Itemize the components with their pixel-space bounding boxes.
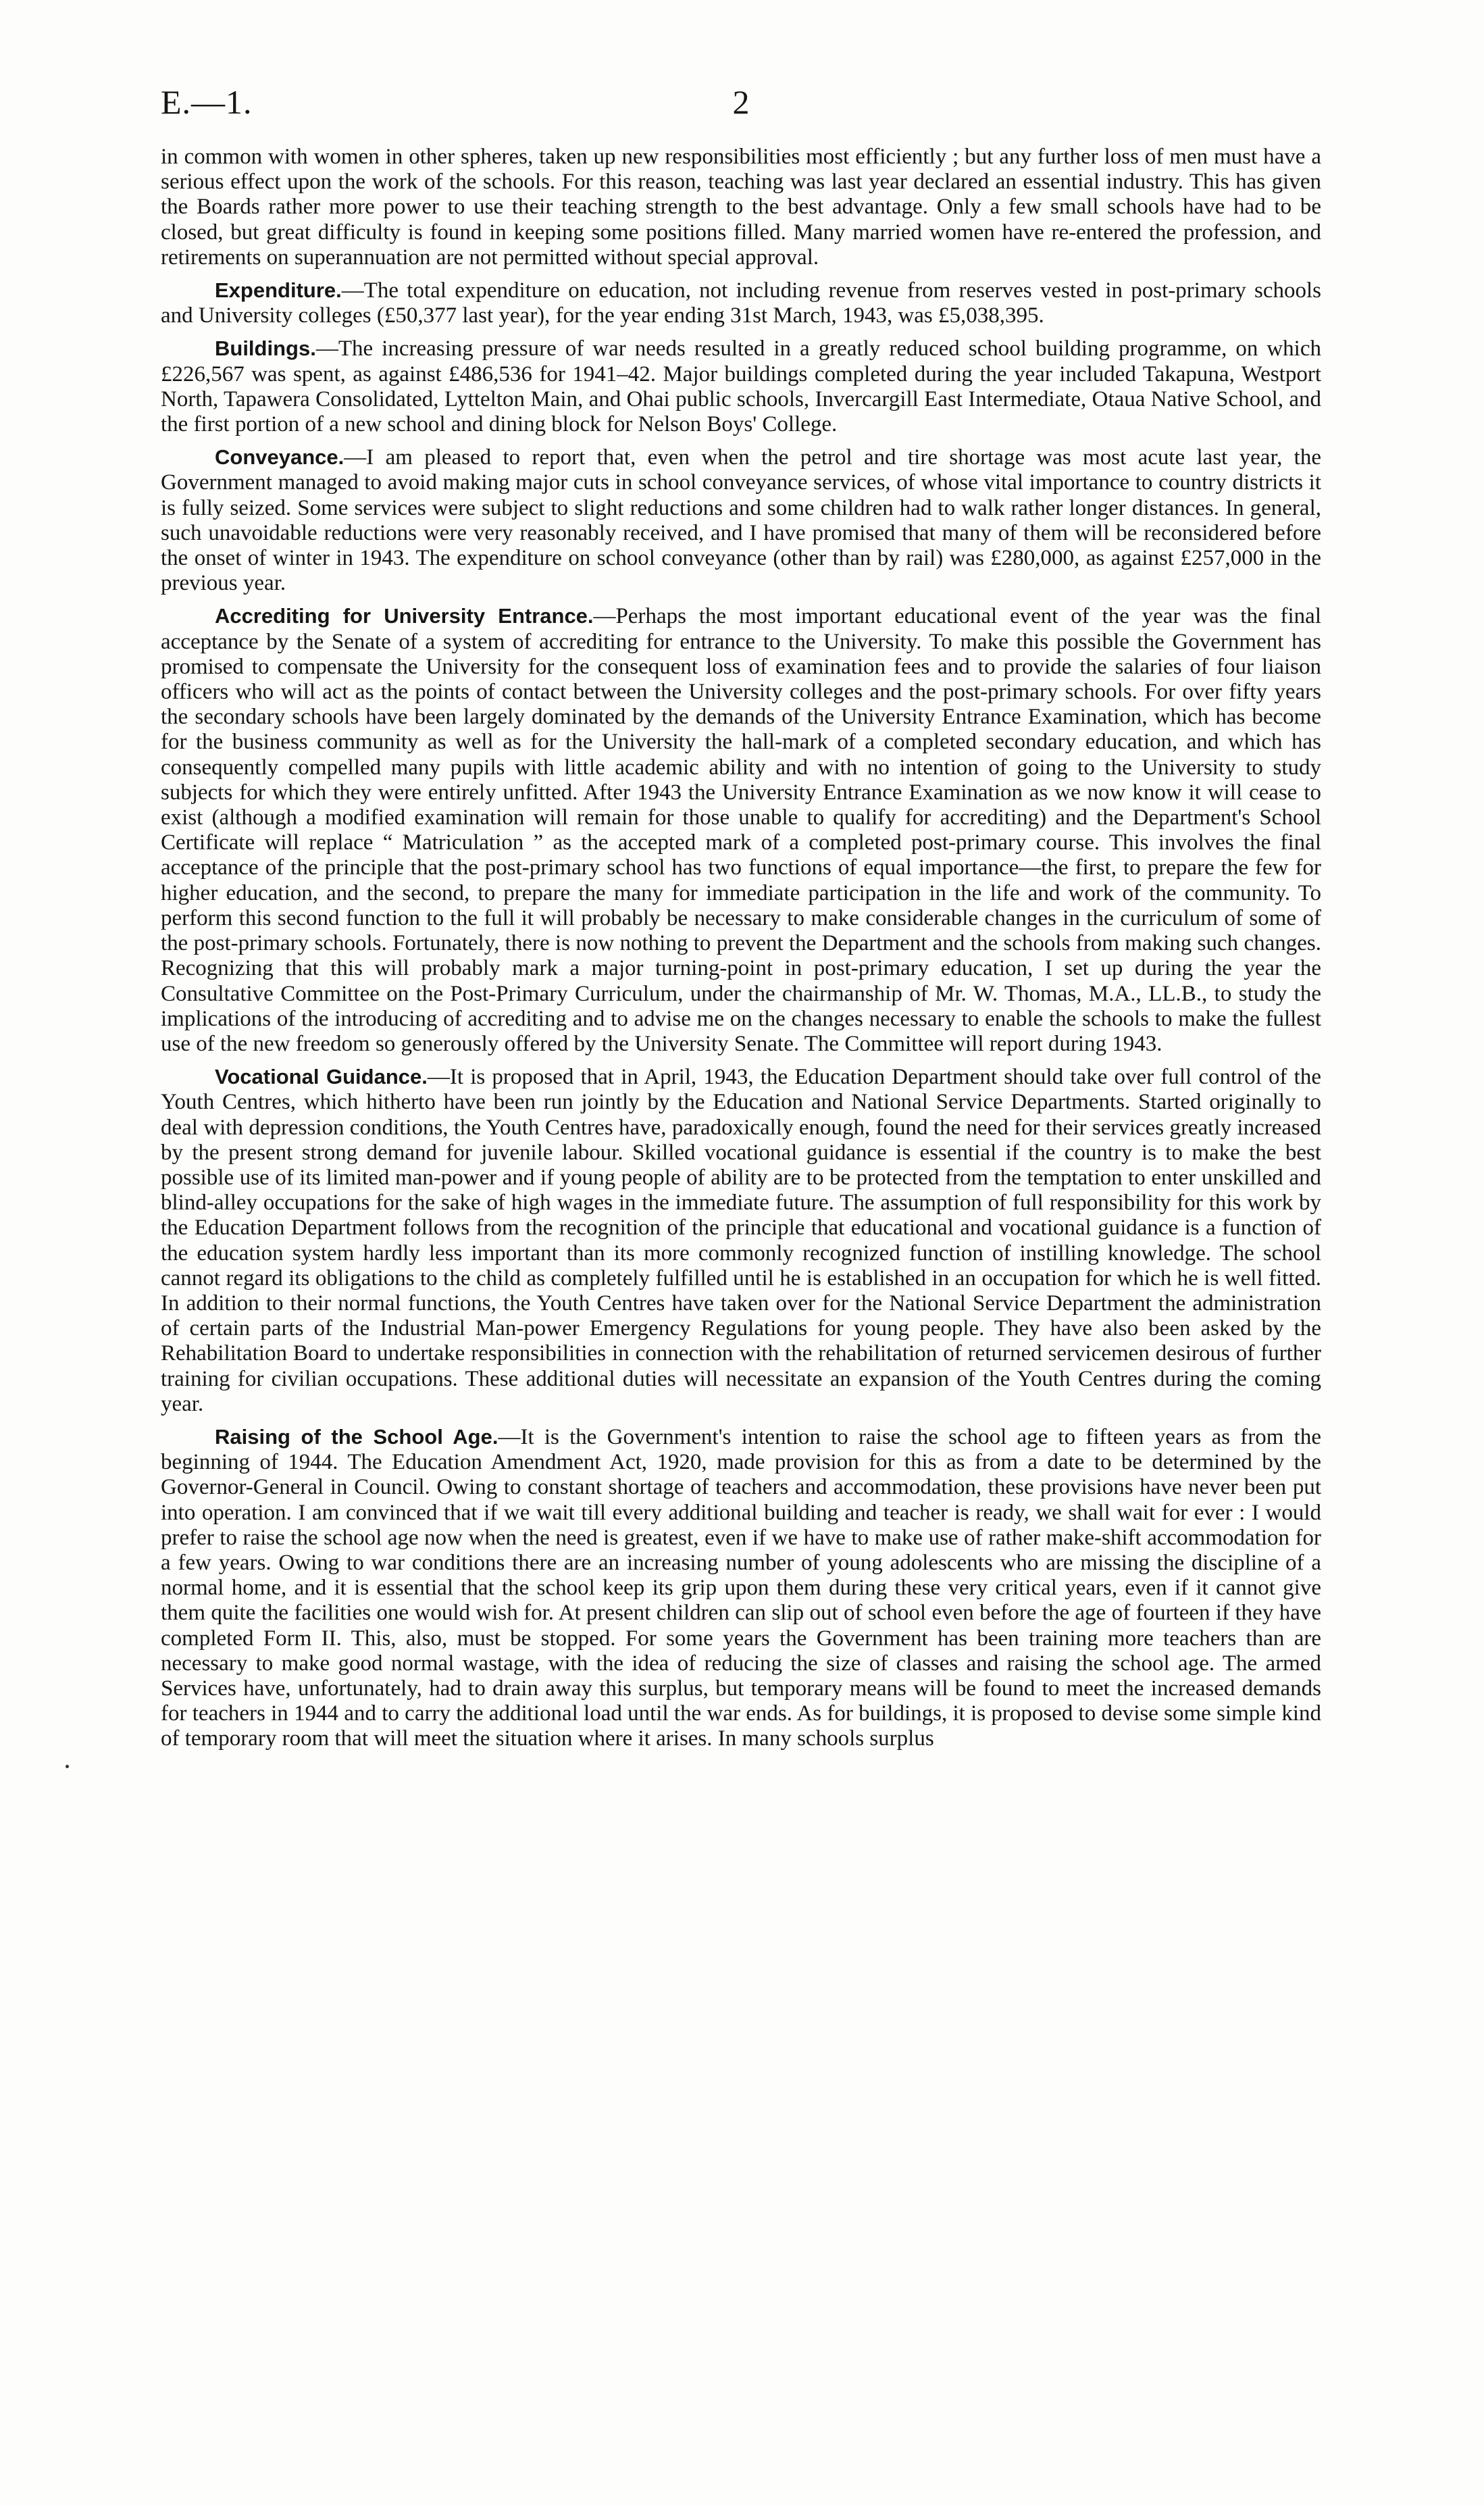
section-heading-buildings: Buildings. bbox=[215, 336, 316, 361]
margin-dot bbox=[66, 1765, 69, 1768]
paragraph-text: —Perhaps the most important educational event of the year was the final acceptance by the Senate of a system of accrediting for entrance to the University. To make this possible the Government has promised to compensate the University for the consequent loss of examination fees and to provide the salaries of four liaison officers who will act as the points of contact between the University colleges and the post-primary schools. For over fifty years the secondary schools have been largely dominated by the demands of the University Entrance Examination, which has become for the business community as well as for the University the hall-mark of a completed secondary education, and which has consequently compelled many pupils with little academic ability and with no intention of going to the University to study subjects for which they were entirely unfitted. After 1943 the University Entrance Examination as we now know it will cease to exist (although a modified examination will remain for those unable to qualify for accrediting) and the Department's School Certificate will replace “ Matriculation ” as the accepted mark of a completed post-primary course. This involves the final acceptance of the principle that the post-primary school has two functions of equal importance—the first, to prepare the few for higher education, and the second, to prepare the many for immediate participation in the life and work of the community. To perform this second function to the full it will probably be necessary to make considerable changes in the curriculum of some of the post-primary schools. Fortunately, there is now nothing to prevent the Department and the schools from making such changes. Recognizing that this will probably mark a major turning-point in post-primary education, I set up during the year the Consultative Committee on the Post-Primary Curriculum, under the chairmanship of Mr. W. Thomas, M.A., LL.B., to study the implications of the introducing of accrediting and to advise me on the changes necessary to enable the schools to make the fullest use of the new freedom so generously offered by the University Senate. The Committee will report during 1943. bbox=[161, 604, 1321, 1056]
paragraph-text: —The total expenditure on education, not including revenue from reserves vested in post-primary schools and University colleges (£50,377 last year), for the year ending 31st March, 1943, was £5,038,395. bbox=[161, 278, 1321, 328]
section-heading-vocational-guidance: Vocational Guidance. bbox=[215, 1065, 428, 1089]
paragraph-school-age bbox=[161, 1424, 1321, 1752]
page-header bbox=[161, 82, 1321, 136]
paragraph-accrediting bbox=[161, 603, 1321, 1057]
body-text bbox=[161, 145, 1321, 1759]
document-code: E.—1. bbox=[161, 83, 253, 121]
paragraph-expenditure bbox=[161, 278, 1321, 328]
paragraph-text: in common with women in other spheres, taken up new responsibilities most efficiently ; but any further loss of men must have a serious effect upon the work of the schools. For this reason, teaching was last year declared an essential industry. This has given the Boards rather more power to use their teaching strength to the best advantage. Only a few small schools have had to be closed, but great difficulty is found in keeping some positions filled. Many married women have re-entered the profession, and retirements on superannuation are not permitted without special approval. bbox=[161, 145, 1321, 270]
paragraph-text: —It is proposed that in April, 1943, the Education Department should take over full control of the Youth Centres, which hitherto have been run jointly by the Education and National Service Departments. Started originally to deal with depression conditions, the Youth Centres have, paradoxically enough, found the need for their services greatly increased by the present strong demand for juvenile labour. Skilled vocational guidance is essential if the country is to make the best possible use of its limited man-power and if young people of ability are to be protected from the temptation to enter unskilled and blind-alley occupations for the sake of high wages in the immediate future. The assumption of full responsibility for this work by the Education Department follows from the recognition of the principle that educational and vocational guidance is a function of the education system hardly less important than its more commonly recognized function of instilling knowledge. The school cannot regard its obligations to the child as completely fulfilled until he is established in an occupation for which he is well fitted. In addition to their normal functions, the Youth Centres have taken over for the National Service Department the administration of certain parts of the Industrial Man-power Emergency Regulations for young people. They have also been asked by the Rehabilitation Board to undertake responsibilities in connection with the rehabilitation of returned servicemen desirous of further training for civilian occupations. These additional duties will necessitate an expansion of the Youth Centres during the coming year. bbox=[161, 1065, 1321, 1416]
section-heading-school-age: Raising of the School Age. bbox=[215, 1424, 498, 1449]
paragraph-staffing bbox=[161, 145, 1321, 270]
section-heading-accrediting: Accrediting for University Entrance. bbox=[215, 604, 594, 628]
section-heading-expenditure: Expenditure. bbox=[215, 278, 342, 303]
paragraph-text: —It is the Government's intention to raise the school age to fifteen years as from the beginning of 1944. The Education Amendment Act, 1920, made provision for this as from a date to be determined by the Governor-General in Council. Owing to constant shortage of teachers and accommodation, these provisions have never been put into operation. I am convinced that if we wait till every additional building and teacher is ready, we shall wait for ever : I would prefer to raise the school age now when the need is greatest, even if we have to make use of rather make-shift accommodation for a few years. Owing to war conditions there are an increasing number of young adolescents who are missing the discipline of a normal home, and it is essential that the school keep its grip upon them during these very critical years, even if it cannot give them quite the facilities one would wish for. At present children can slip out of school even before the age of fourteen if they have completed Form II. This, also, must be stopped. For some years the Government has been training more teachers than are necessary to make good normal wastage, with the idea of reducing the size of classes and raising the school age. The armed Services have, unfortunately, had to drain away this surplus, but temporary means will be found to meet the increased demands for teachers in 1944 and to carry the additional load until the war ends. As for buildings, it is proposed to devise some simple kind of temporary room that will meet the situation where it arises. In many schools surplus bbox=[161, 1424, 1321, 1751]
section-heading-conveyance: Conveyance. bbox=[215, 445, 344, 470]
paragraph-conveyance bbox=[161, 445, 1321, 596]
paragraph-buildings bbox=[161, 336, 1321, 437]
page-number: 2 bbox=[732, 83, 750, 121]
paragraph-vocational-guidance bbox=[161, 1064, 1321, 1417]
paragraph-text: —I am pleased to report that, even when the petrol and tire shortage was most acute last year, the Government managed to avoid making major cuts in school conveyance services, of whose vital importance to country districts it is fully seized. Some services were subject to slight reductions and some children had to walk rather longer distances. In general, such unavoidable reductions were very reasonably received, and I have promised that many of them will be reconsidered before the onset of winter in 1943. The expenditure on school conveyance (other than by rail) was £280,000, as against £257,000 in the previous year. bbox=[161, 445, 1321, 596]
paragraph-text: —The increasing pressure of war needs resulted in a greatly reduced school building programme, on which £226,567 was spent, as against £486,536 for 1941–42. Major buildings completed during the year included Takapuna, Westport North, Tapawera Consolidated, Lyttelton Main, and Ohai public schools, Invercargill East Intermediate, Otaua Native School, and the first portion of a new school and dining block for Nelson Boys' College. bbox=[161, 336, 1321, 437]
